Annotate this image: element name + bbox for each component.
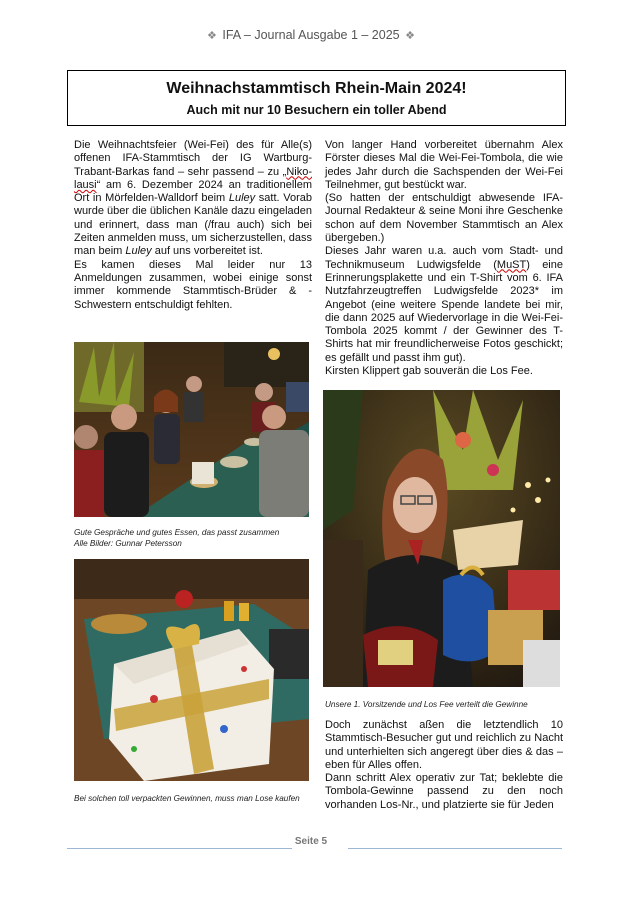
ornament-icon: ❖: [207, 30, 217, 42]
paragraph: Kirsten Klippert gab souverän die Los Fee.: [325, 365, 533, 378]
photo-caption: Bei solchen toll verpackten Gewinnen, muss man Lose kaufen: [74, 794, 300, 803]
article-title-box: [67, 70, 566, 126]
wrapped-gift-image: [74, 559, 309, 781]
text-run: satt. Vorab wurde über die üblichen Kanäle dazu eingeladen und erinnert, dass man (/frau auch) sich bei Zeiten anmelden muss, um sicherzustellen, dass man beim: [74, 192, 312, 258]
caption-line: Gute Gespräche und gutes Essen, das passt zusammen: [74, 528, 280, 537]
photo-caption: [74, 527, 324, 549]
text-run: Dieses Jahr waren u.a. auch vom Stadt- und Technikmuseum Ludwigsfelde (: [325, 245, 563, 271]
paragraph: Doch zunächst aßen die letztendlich 10 Stammtisch-Besucher gut und reichlich zu Nacht und unterhielten sich angeregt über dies & das – eben für Alles offen.: [325, 719, 563, 771]
paragraph: Dann schritt Alex operativ zur Tat; beklebte die Tombola-Gewinne passend zu den noch vorhanden Los-Nr., und platzierte sie für Jeden: [325, 772, 563, 811]
footer-rule: [348, 848, 562, 849]
text-run: MuST: [496, 258, 527, 271]
paragraph: Es kamen dieses Mal leider nur 13 Anmeldungen zusammen, wobei einige sonst immer kommende Stammtisch-Brüder & -Schwestern entschuldigt fehlten.: [74, 258, 312, 311]
article-title: Weihnachstammtisch Rhein-Main 2024!: [166, 80, 467, 97]
paragraph: Von langer Hand vorbereitet übernahm Alex Förster dieses Mal die Wei-Fei-Tombola, die wie jedes Jahr durch die Sachspenden der Wei-Fei Teilnehmer, gut bestückt war.: [325, 139, 563, 191]
right-column-text: [325, 139, 563, 378]
left-column-text: [74, 139, 312, 312]
journal-header: [0, 28, 622, 42]
text-run: Die Weihnachtsfeier (Wei-Fei) des für Alle(s) offenen IFA-Stammtisch der IG Wartburg-Trabant-Barkas fand – sehr passend – zu „: [74, 139, 312, 178]
photo-caption: Unsere 1. Vorsitzende und Los Fee verteilt die Gewinne: [325, 700, 528, 709]
photo-wrapped-gift: [74, 559, 309, 781]
paragraph: [325, 245, 563, 365]
text-run: Niko-lausi: [74, 165, 312, 191]
text-run: auf uns vorbereitet ist.: [151, 245, 263, 258]
footer-rule: [67, 848, 292, 849]
text-run: Luley: [125, 245, 152, 258]
photo-dinner-table: [74, 342, 309, 517]
photo-los-fee: [323, 390, 560, 687]
paragraph: [74, 139, 312, 259]
journal-header-text: IFA – Journal Ausgabe 1 – 2025: [222, 28, 400, 42]
text-run: ) eine Erinnerungsplakette und ein T-Shirt vom 6. IFA Nutzfahrzeugtreffen Ludwigsfelde 2023* im Angebot (eine weitere Spende landete bei mir, die dann 2025 auf Wiedervorlage in die Wei-Fei-Tombola 2025 kommt / der Gewinner des T-Shirts hat mir freundlicherweise Fotos geschickt; es gefällt und passt ihm gut).: [325, 258, 563, 364]
los-fee-image: [323, 390, 560, 687]
text-run: “ am 6. Dezember 2024 an traditionellem Ort in Mörfelden-Walldorf beim: [74, 178, 312, 205]
text-run: Luley: [228, 192, 256, 205]
right-column-text-lower: [325, 719, 563, 812]
dinner-table-image: [74, 342, 309, 517]
article-subtitle: Auch mit nur 10 Besuchern ein toller Abend: [186, 103, 447, 117]
ornament-icon: ❖: [405, 30, 415, 42]
caption-line: Alle Bilder: Gunnar Petersson: [74, 539, 182, 548]
page-number: Seite 5: [294, 836, 328, 847]
paragraph: (So hatten der entschuldigt abwesende IFA-Journal Redakteur & seine Moni ihre Geschenke schon auf dem November Stammtisch an Alex übergeben.): [325, 192, 563, 245]
